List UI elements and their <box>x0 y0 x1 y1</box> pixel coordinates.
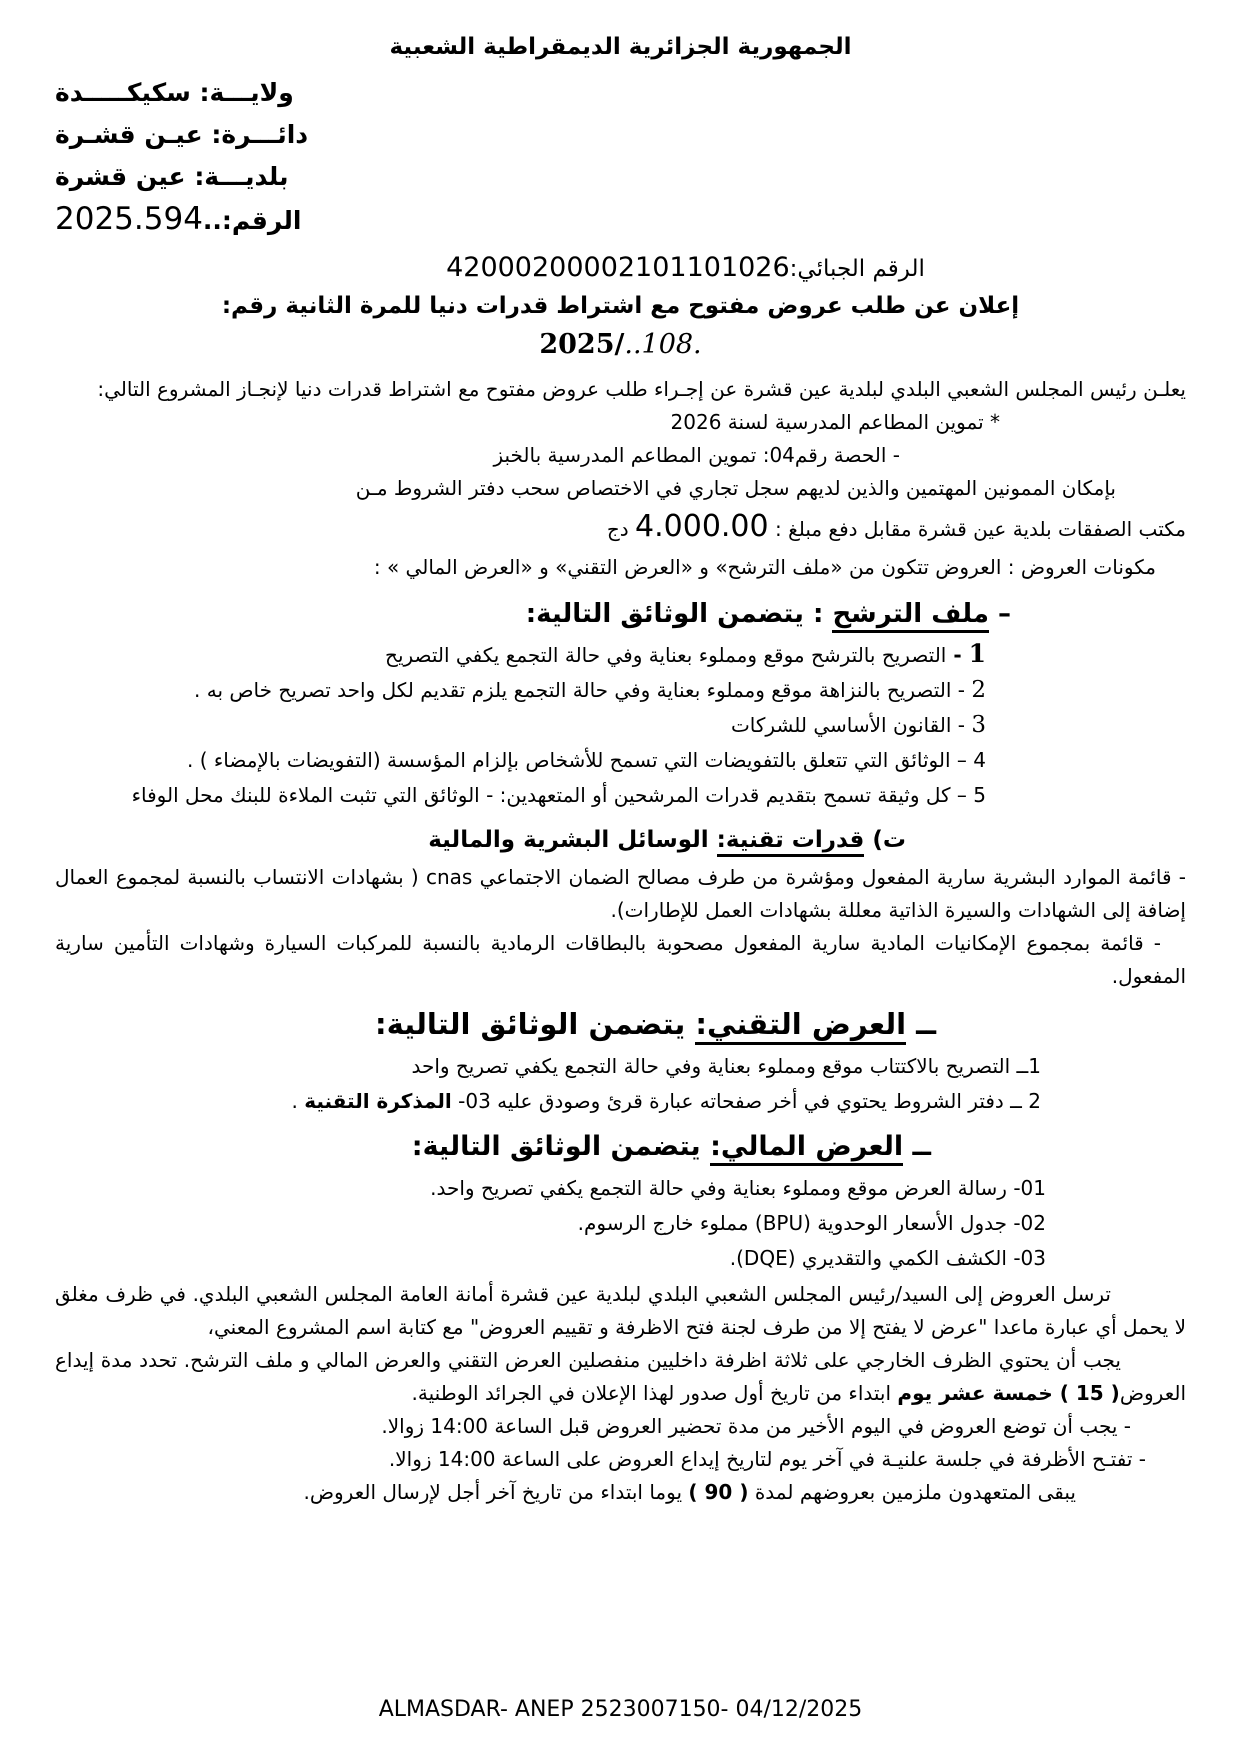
item-number: 2 <box>971 677 986 703</box>
item-text: التصريح بالترشح موقع ومملوء بعناية وفي حالة التجمع يكفي التصريح <box>385 643 947 667</box>
daira-line <box>55 114 1100 156</box>
technical-item2-bold: المذكرة التقنية <box>304 1089 452 1113</box>
administrative-header <box>55 72 1186 242</box>
human-resources-paragraph: - قائمة الموارد البشرية سارية المفعول ومؤشرة من طرف مصالح الضمان الاجتماعي cnas ( بشهادات الانتساب بالنسبة لمجموع العمال إضافة إلى الشهادات والسيرة الذاتية معللة بشهادات العمل للإطارات). <box>55 865 1186 922</box>
tax-number-value: 42000200002101101026 <box>446 252 790 283</box>
candidacy-items <box>55 636 1186 813</box>
technical-offer-item-2 <box>55 1084 1186 1119</box>
announcement-title: إعلان عن طلب عروض مفتوح مع اشتراط قدرات دنيا للمرة الثانية رقم: <box>221 293 1020 319</box>
tax-number-label: الرقم الجبائي: <box>789 256 925 282</box>
financial-offer-item-3: 03- الكشف الكمي والتقديري (DQE). <box>729 1246 1046 1270</box>
project-line: * تموين المطاعم المدرسية لسنة 2026 <box>670 410 1000 434</box>
technical-item2-text: 2 ــ دفتر الشروط يحتوي في أخر صفحاته عبارة قرئ وصودق عليه 03- <box>451 1089 1041 1113</box>
withdraw-currency: دج <box>606 517 636 541</box>
financial-heading-dash: ــ <box>903 1131 931 1162</box>
offer-components-line: مكونات العروض : العروض تتكون من «ملف الترشح» و «العرض التقني» و «العرض المالي » : <box>373 555 1156 579</box>
withdraw-text: مكتب الصفقات بلدية عين قشرة مقابل دفع مبلغ : <box>768 517 1186 541</box>
anep-footer: ALMASDAR- ANEP 2523007150- 04/12/2025 <box>378 1697 863 1722</box>
candidacy-item-1 <box>55 636 1186 673</box>
validity-text: يبقى المتعهدون ملزمين بعروضهم لمدة <box>748 1480 1076 1504</box>
item-dash: - <box>946 643 969 667</box>
candidacy-item-5 <box>55 778 1186 813</box>
tax-number-line <box>55 252 1186 283</box>
technical-heading-rest: يتضمن الوثائق التالية: <box>374 1007 696 1041</box>
candidacy-file-heading <box>55 592 1186 636</box>
financial-heading-rest: يتضمن الوثائق التالية: <box>411 1131 711 1162</box>
technical-capacities-heading <box>55 819 1186 861</box>
withdraw-amount: 4.000.00 <box>635 509 769 544</box>
item-text: التصريح بالنزاهة موقع ومملوء بعناية وفي حالة التجمع يلزم تقديم لكل واحد تصريح خاص به . <box>194 678 952 702</box>
wilaya-line <box>55 72 1100 114</box>
commune-label: بلديـــة: <box>194 162 289 191</box>
capacities-heading-title: قدرات تقنية: <box>717 827 865 857</box>
offer-validity-line <box>55 1476 1186 1509</box>
technical-item2-post: . <box>291 1089 305 1113</box>
commune-line <box>55 156 1100 198</box>
daira-value: عيـن قشـرة <box>55 120 212 149</box>
item-dash: – <box>950 748 974 772</box>
validity-post: يوما ابتداء من تاريخ آخر أجل لإرسال العروض. <box>303 1480 689 1504</box>
financial-offer-item-2: 02- جدول الأسعار الوحدوية (BPU) مملوء خارج الرسوم. <box>577 1211 1046 1235</box>
candidacy-heading-title: ملف الترشح <box>832 599 989 633</box>
reference-number-line <box>55 198 1100 242</box>
item-dash: - <box>951 713 972 737</box>
announcement-reference <box>55 325 1186 365</box>
technical-heading-dash: ــ <box>906 1007 936 1041</box>
financial-offer-item-1: 01- رسالة العرض موقع ومملوء بعناية وفي حالة التجمع يكفي تصريح واحد. <box>430 1176 1046 1200</box>
capacities-heading-prefix: ت) <box>864 827 906 853</box>
commune-value: عين قشرة <box>55 162 195 191</box>
candidacy-item-2 <box>55 673 1186 708</box>
candidacy-heading-rest: : يتضمن الوثائق التالية: <box>525 599 833 629</box>
item-text: كل وثيقة تسمح بتقديم قدرات المرشحين أو المتعهدين: - الوثائق التي تثبت الملاءة للبنك محل الوفاء <box>131 783 951 807</box>
candidacy-item-4 <box>55 743 1186 778</box>
item-number: 1 <box>968 639 986 668</box>
capacities-heading-rest: الوسائل البشرية والمالية <box>428 827 717 853</box>
envelope-opening-line: - تفتـح الأظرفة في جلسة علنيـة في آخر يوم لتاريخ إيداع العروض على الساعة 14:00 زوالا. <box>388 1447 1146 1471</box>
envelope-duration-bold: ( 15 ) خمسة عشر يوم <box>897 1381 1120 1405</box>
item-number: 3 <box>971 712 986 738</box>
submission-paragraph: ترسل العروض إلى السيد/رئيس المجلس الشعبي البلدي لبلدية عين قشرة أمانة العامة المجلس الشعبي البلدي. في ظرف مغلق لا يحمل أي عبارة ماعدا "عرض لا يفتح إلا من طرف لجنة فتح الاظرفة و تقييم العروض" مع كتابة اسم المشروع المعني، <box>55 1282 1186 1339</box>
announcement-reference-number: ..108. <box>624 329 702 360</box>
item-dash: - <box>951 678 972 702</box>
republic-title: الجمهورية الجزائرية الديمقراطية الشعبية <box>389 34 852 60</box>
announcement-reference-year: 2025/ <box>539 329 625 360</box>
announcement-reference-group <box>539 329 701 360</box>
item-text: القانون الأساسي للشركات <box>730 713 952 737</box>
reference-number-label: الرقم:.. <box>202 206 302 235</box>
item-dash: – <box>950 783 974 807</box>
technical-offer-heading <box>55 999 1186 1049</box>
technical-heading-title: العرض التقني: <box>695 1007 906 1045</box>
item-number: 4 <box>973 748 986 772</box>
envelope-text: يجب أن يحتوي الظرف الخارجي على ثلاثة اظرفة داخليين منفصلين العرض التقني والعرض المالي و ملف الترشح. تحدد مدة إيداع العروض <box>55 1348 1186 1405</box>
withdraw-line <box>55 505 1186 551</box>
validity-days-bold: ( 90 ) <box>688 1480 749 1504</box>
reference-number-value: 2025.594 <box>55 201 203 237</box>
envelope-post: ابتداء من تاريخ أول صدور لهذا الإعلان في الجرائد الوطنية. <box>411 1381 898 1405</box>
daira-label: دائـــرة: <box>211 120 309 149</box>
candidacy-item-3 <box>55 708 1186 743</box>
deposit-deadline-line: - يجب أن توضع العروض في اليوم الأخير من مدة تحضير العروض قبل الساعة 14:00 زوالا. <box>381 1414 1131 1438</box>
intro-paragraph: يعلـن رئيس المجلس الشعبي البلدي لبلدية عين قشرة عن إجـراء طلب عروض مفتوح مع اشتراط قدرات دنيا لإنجـاز المشروع التالي: <box>97 377 1186 401</box>
item-text: الوثائق التي تتعلق بالتفويضات التي تسمح للأشخاص بإلزام المؤسسة (التفويضات بالإمضاء ) . <box>187 748 951 772</box>
financial-heading-title: العرض المالي: <box>710 1131 903 1166</box>
wilaya-label: ولايـــة: <box>199 78 294 107</box>
eligibility-line: بإمكان الممونين المهتمين والذين لديهم سجل تجاري في الاختصاص سحب دفتر الشروط مـن <box>355 476 1116 500</box>
financial-offer-heading <box>55 1123 1186 1171</box>
lot-line: - الحصة رقم04: تموين المطاعم المدرسية بالخبز <box>493 443 900 467</box>
envelope-paragraph <box>55 1344 1186 1410</box>
wilaya-value: سكيكـــــدة <box>55 78 200 107</box>
technical-offer-item-1: 1ــ التصريح بالاكتتاب موقع ومملوء بعناية وفي حالة التجمع يكفي تصريح واحد <box>411 1054 1041 1078</box>
item-number: 5 <box>973 783 986 807</box>
material-resources-paragraph: - قائمة بمجموع الإمكانيات المادية سارية المفعول مصحوبة بالبطاقات الرمادية بالنسبة للمركبات السيارة وشهادات التأمين سارية المفعول. <box>55 931 1186 988</box>
candidacy-heading-dash: – <box>988 599 1011 629</box>
